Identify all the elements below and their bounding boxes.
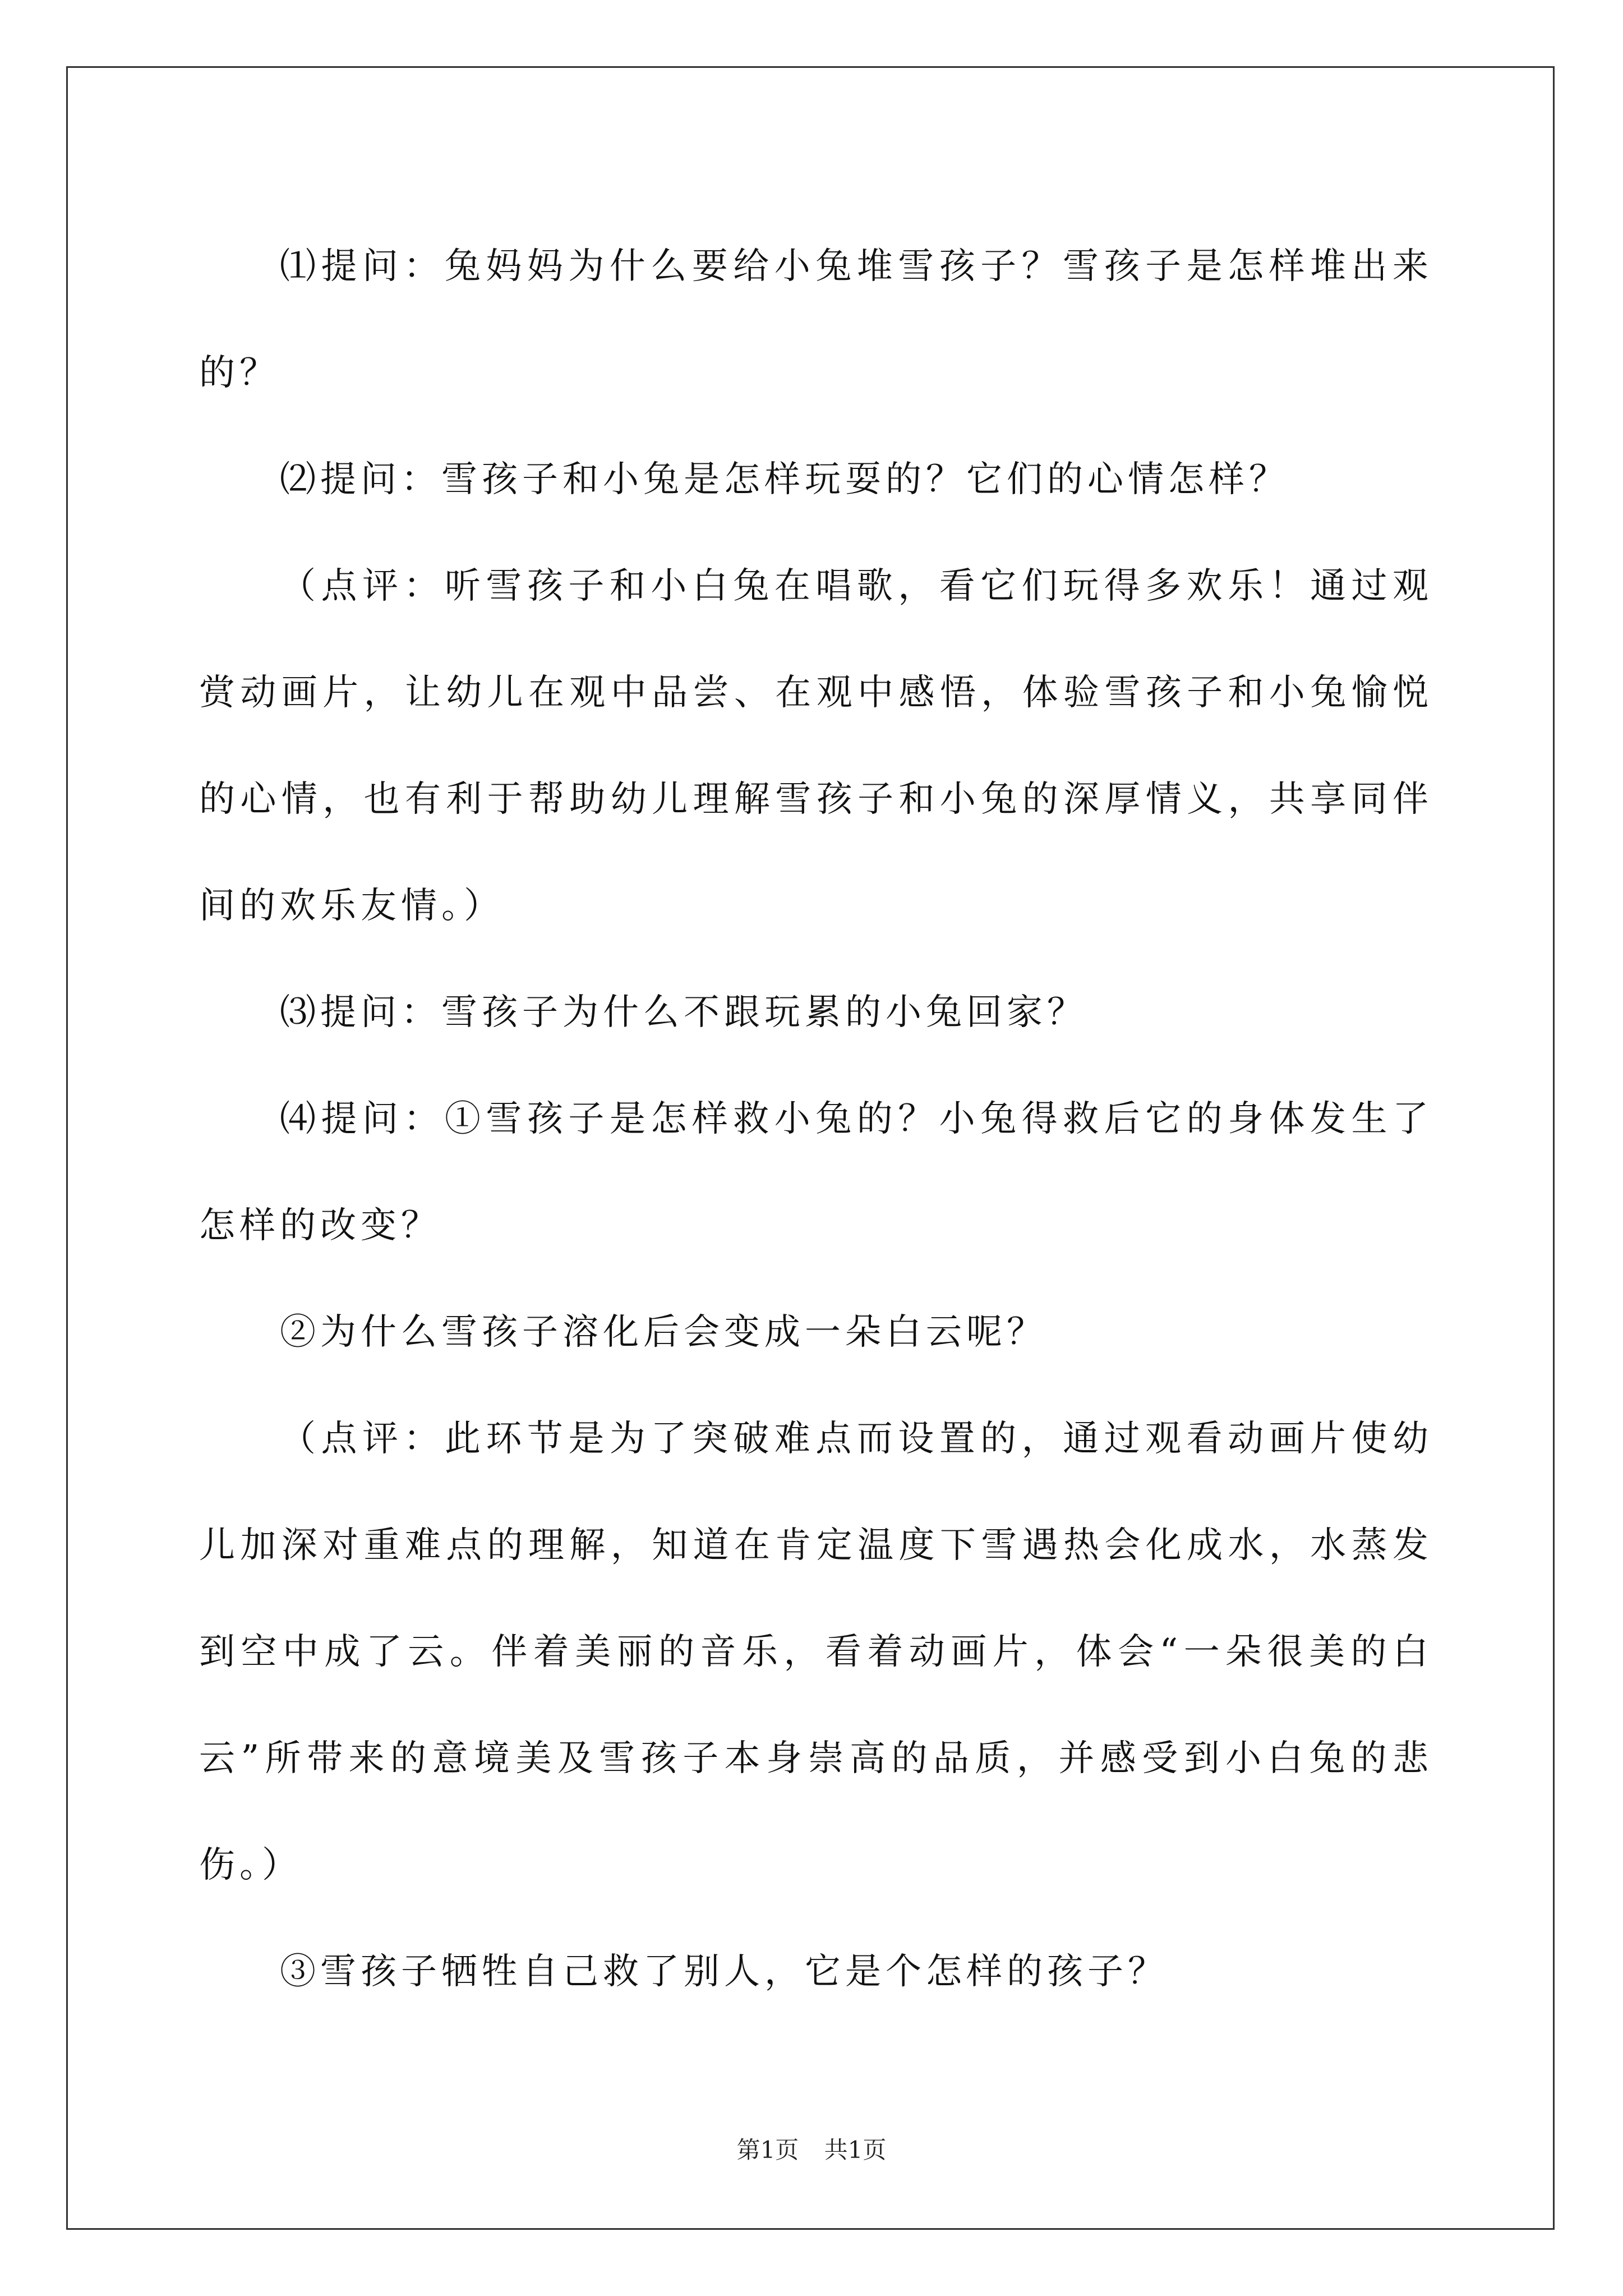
document-body [199, 213, 1433, 2025]
paragraph-question-3: ⑶提问：雪孩子为什么不跟玩累的小兔回家？ [280, 992, 1087, 1033]
paragraph-question-4-2: ②为什么雪孩子溶化后会变成一朵白云呢？ [280, 1312, 1047, 1353]
paragraph-question-1: ⑴提问：兔妈妈为什么要给小兔堆雪孩子？雪孩子是怎样堆出来的？ [199, 246, 1433, 394]
paragraph-comment-1: （点评：听雪孩子和小白兔在唱歌，看它们玩得多欢乐！通过观赏动画片，让幼儿在观中品尝、在观中感悟，体验雪孩子和小兔愉悦的心情，也有利于帮助幼儿理解雪孩子和小兔的深厚情义，共享同伴间的欢乐友情。） [199, 565, 1433, 927]
paragraph-question-2: ⑵提问：雪孩子和小兔是怎样玩耍的？它们的心情怎样？ [280, 459, 1289, 500]
paragraph-comment-2: （点评：此环节是为了突破难点而设置的，通过观看动画片使幼儿加深对重难点的理解，知道在肯定温度下雪遇热会化成水，水蒸发到空中成了云。伴着美丽的音乐，看着动画片，体会“一朵很美的白云”所带来的意境美及雪孩子本身崇高的品质，并感受到小白兔的悲伤。） [199, 1418, 1433, 1886]
page-footer [0, 2132, 1623, 2165]
page-total: 共1页 [824, 2136, 887, 2164]
paragraph-question-4-3: ③雪孩子牺牲自己救了别人，它是个怎样的孩子？ [280, 1951, 1168, 1993]
paragraph-question-4: ⑷提问：①雪孩子是怎样救小兔的？小兔得救后它的身体发生了怎样的改变？ [199, 1098, 1433, 1246]
page-number: 第1页 [736, 2136, 799, 2164]
